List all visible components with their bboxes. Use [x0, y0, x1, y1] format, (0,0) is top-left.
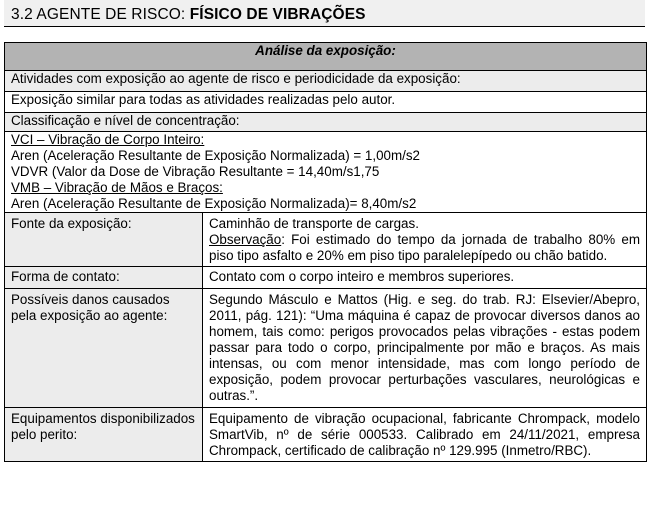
- equipment-row: [5, 408, 647, 462]
- contact-row: [5, 267, 647, 289]
- activities-value-row: [5, 92, 647, 113]
- classification-label: Classificação e nível de concentração:: [5, 113, 647, 132]
- source-observation-label: Observação: [209, 232, 282, 247]
- activities-label-row: [5, 71, 647, 92]
- section-prefix: AGENTE DE RISCO:: [36, 6, 186, 23]
- exposure-analysis-table: [4, 42, 647, 462]
- source-value: Caminhão de transporte de cargas.: [209, 216, 419, 231]
- damage-label: Possíveis danos causados pela exposição ao agente:: [5, 289, 203, 408]
- source-value-cell: [203, 213, 647, 267]
- vmb-title: VMB – Vibração de Mãos e Braços:: [11, 180, 223, 195]
- contact-label: Forma de contato:: [5, 267, 203, 289]
- contact-value: Contato com o corpo inteiro e membros superiores.: [203, 267, 647, 289]
- vci-vdvr: VDVR (Valor da Dose de Vibração Resultante = 14,40m/s1,75: [11, 164, 380, 179]
- section-heading: [4, 0, 645, 27]
- section-number: 3.2: [11, 6, 33, 23]
- section-agent-name: FÍSICO DE VIBRAÇÕES: [189, 6, 366, 23]
- damage-row: [5, 289, 647, 408]
- classification-label-row: [5, 113, 647, 132]
- vmb-aren: Aren (Aceleração Resultante de Exposição Normalizada)= 8,40m/s2: [11, 196, 417, 211]
- equipment-label: Equipamentos disponibilizados pelo perito:: [5, 408, 203, 462]
- concentration-cell: [5, 132, 647, 213]
- source-label: Fonte da exposição:: [5, 213, 203, 267]
- source-row: [5, 213, 647, 267]
- activities-label: Atividades com exposição ao agente de risco e periodicidade da exposição:: [5, 71, 647, 92]
- table-title-row: [5, 43, 647, 71]
- activities-value: Exposição similar para todas as atividades realizadas pelo autor.: [5, 92, 647, 113]
- equipment-value: Equipamento de vibração ocupacional, fabricante Chrompack, modelo SmartVib, nº de série 000533. Calibrado em 24/11/2021, empresa Chrompack, certificado de calibração nº 129.995 (Inmetro/RBC).: [203, 408, 647, 462]
- vci-aren: Aren (Aceleração Resultante de Exposição Normalizada) = 1,00m/s2: [11, 148, 420, 163]
- damage-value: Segundo Másculo e Mattos (Hig. e seg. do trab. RJ: Elsevier/Abepro, 2011, pág. 121): “Uma máquina é capaz de provocar diversos danos ao homem, tais como: perigos provocados pelas vibrações - estas podem passar para todo o corpo, principalmente por mão e braços. As mais intensas, ou com menor intensidade, mas com longo período de exposição, podem provocar perturbações vasculares, neurológicas e outras.”.: [203, 289, 647, 408]
- concentration-row: [5, 132, 647, 213]
- table-title: Análise da exposição:: [5, 43, 647, 71]
- section-heading-text: [11, 6, 366, 24]
- source-observation-text: : Foi estimado do tempo da jornada de trabalho 80% em piso tipo asfalto e 20% em piso tipo paralelepípedo ou chão batido.: [209, 232, 640, 263]
- vci-title: VCI – Vibração de Corpo Inteiro:: [11, 132, 205, 147]
